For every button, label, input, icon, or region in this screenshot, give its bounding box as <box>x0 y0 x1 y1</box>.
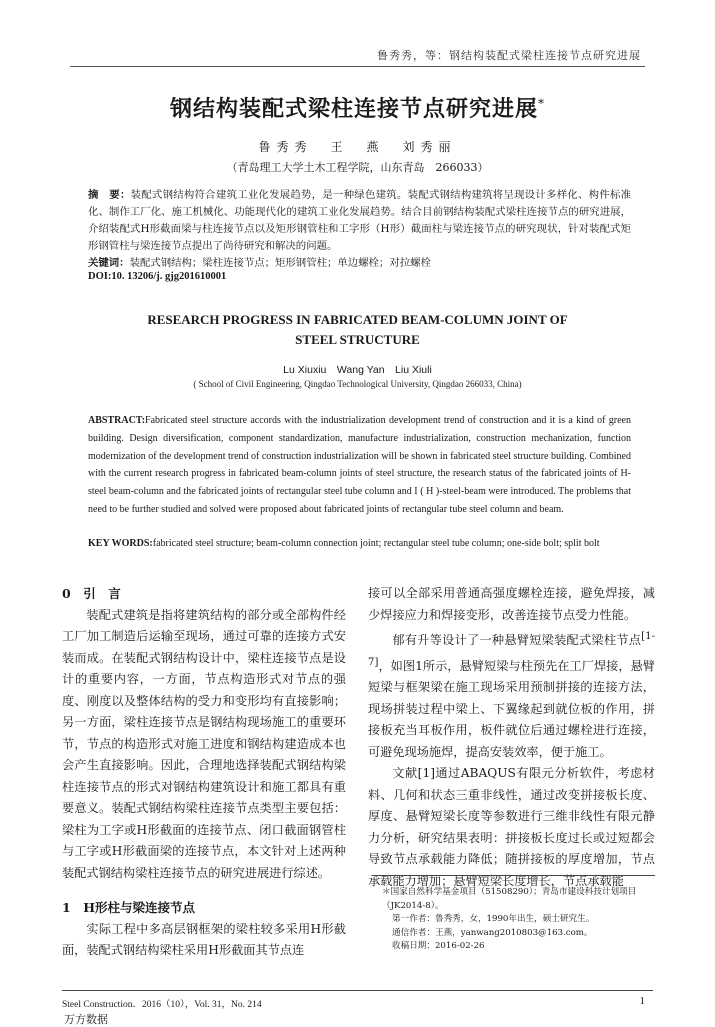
section-1-paragraph: 实际工程中多高层钢框架的梁柱较多采用H形截面，装配式钢结构梁柱采用H形截面其节点连 <box>62 921 346 957</box>
keywords-en-text: fabricated steel structure; beam-column connection joint; rectangular steel tube column; one-side bolt; split bolt <box>152 538 600 549</box>
authors-en: Lu Xiuxiu Wang Yan Liu Xiuli <box>283 364 432 376</box>
abstract-en <box>88 412 631 519</box>
header-rule <box>70 66 645 67</box>
footnote-fund: ＊国家自然科学基金项目（51508290）；青岛市建设科技计划项目（JK2014-8）。 <box>382 887 637 911</box>
abstract-cn-text: 装配式钢结构符合建筑工业化发展趋势，是一种绿色建筑。装配式钢结构建筑将呈现设计多样化、构件标准化、制作工厂化、施工机械化、功能现代化的建筑工业化发展趋势。结合目前钢结构装配式梁柱连接节点的研究进展，介绍装配式H形截面梁与柱连接节点以及矩形钢管柱和工字形（H形）截面柱与梁连接节点的研究现状，针对装配式矩形钢管柱与梁连接节点提出了尚待研究和解决的问题。 <box>88 189 631 252</box>
abstract-cn <box>88 187 631 255</box>
running-head: 鲁秀秀，等：钢结构装配式梁柱连接节点研究进展 <box>377 49 641 62</box>
affiliation-cn: （青岛理工大学土木工程学院，山东青岛 266033） <box>226 161 489 174</box>
footnote-author: 第一作者：鲁秀秀，女，1990年出生，硕士研究生。 <box>392 914 595 924</box>
section-0-paragraph: 装配式建筑是指将建筑结构的部分或全部构件经工厂加工制造后运输至现场，通过可靠的连接方式安装而成。在装配式钢结构设计中，梁柱连接节点是设计的重要内容，一方面，节点构造形式对节点的强度、刚度以及整体结构的受力和变形均有直接影响；另一方面，梁柱连接节点是钢结构现场施工的重要环节，节点的构造形式对施工进度和钢结构建造成本也会产生直接影响。因此，合理地选择装配式钢结构梁柱连接节点的形式对钢结构建筑设计和施工都具有重要意义。装配式钢结构梁柱连接节点类型主要包括：梁柱为工字或H形截面的连接节点、闭口截面钢管柱与工字或H形截面梁的连接节点，本文针对上述两种装配式钢结构梁柱连接节点的研究进展进行综述。 <box>62 607 346 880</box>
body-column-left <box>62 583 346 962</box>
abstract-cn-label: 摘 要： <box>88 189 131 201</box>
footnote-rule <box>372 875 655 876</box>
footnote-email: 通信作者：王燕，yanwang2010803@163.com。 <box>392 927 593 938</box>
footnotes <box>382 886 657 954</box>
doi: DOI:10. 13206/j. gjg201610001 <box>88 271 227 282</box>
section-gap <box>62 884 346 897</box>
title-cn <box>0 92 715 123</box>
paragraph-abaqus: 文献[1]通过ABAQUS有限元分析软件，考虑材料、几何和状态三重非线性，通过改变拼接板长度、厚度、悬臂短梁长度等参数进行三维非线性有限元静力分析，研究结果表明：拼接板长度过长或过短都会导致节点承载能力降低；随拼接板的厚度增加，节点承载能力增加；悬臂短梁长度增长，节点承载能 <box>368 766 655 888</box>
keywords-en <box>88 535 631 553</box>
title-en-line1: RESEARCH PROGRESS IN FABRICATED BEAM-COLUMN JOINT OF <box>147 312 568 327</box>
body-column-right <box>368 583 655 892</box>
keywords-en-label: KEY WORDS: <box>88 538 153 549</box>
paragraph-joint-design <box>368 626 655 763</box>
page-number: 1 <box>639 995 645 1007</box>
section-1-heading: 1 H形柱与梁连接节点 <box>62 900 196 915</box>
authors-cn: 鲁秀秀 王 燕 刘秀丽 <box>258 140 457 154</box>
citation-ref: [1-7] <box>368 631 655 668</box>
watermark: 万方数据 <box>64 1013 108 1026</box>
section-0-heading: 0 引 言 <box>62 586 121 601</box>
keywords-cn <box>88 254 631 269</box>
paragraph-joint-design-text-a: 郁有升等设计了一种悬臂短梁装配式梁柱节点 <box>392 633 642 648</box>
title-footnote-mark: * <box>538 96 545 111</box>
abstract-en-label: ABSTRACT: <box>88 415 146 426</box>
affiliation-en: ( School of Civil Engineering, Qingdao Technological University, Qingdao 266033, China) <box>193 379 522 389</box>
title-cn-text: 钢结构装配式梁柱连接节点研究进展 <box>169 96 538 122</box>
journal-info: Steel Construction．2016（10），Vol. 31，No. 214 <box>62 1000 262 1010</box>
abstract-en-text: Fabricated steel structure accords with the industrialization development trend of construction and it is a kind of green building. Design diversification, component standardization, manufacture industrialization, construction mechanization, function modernization of the development trend of construction industrialization will be shown in fabricated steel structure building. Combined with the current research progress in fabricated beam-column joints of steel structure, the research status of the fabricated joints of H-steel beam-column and the fabricated joints of rectangular steel tube column and I ( H )-steel-beam were introduced. The problems that need to be further studied and solved were proposed about fabricated joints of rectangular tube steel column and beam. <box>88 415 631 515</box>
paragraph-joint-design-text-b: ，如图1所示，悬臂短梁与柱预先在工厂焊接，悬臂短梁与框架梁在施工现场采用预制拼接的连接方法，现场拼装过程中梁上、下翼缘起到就位板的作用，拼接板充当耳板作用，板件就位后通过螺栓进行连接，可避免现场施焊，提高安装效率，便于施工。 <box>368 658 655 759</box>
paragraph-continued: 接可以全部采用普通高强度螺栓连接，避免焊接，减少焊接应力和焊接变形，改善连接节点受力性能。 <box>368 586 655 622</box>
footnote-received-date: 收稿日期：2016-02-26 <box>392 941 485 951</box>
keywords-cn-label: 关键词： <box>88 257 130 269</box>
keywords-cn-text: 装配式钢结构；梁柱连接节点；矩形钢管柱；单边螺栓；对拉螺栓 <box>129 257 431 269</box>
footer-rule <box>62 990 653 991</box>
title-en <box>0 310 715 350</box>
title-en-line2: STEEL STRUCTURE <box>295 332 420 347</box>
